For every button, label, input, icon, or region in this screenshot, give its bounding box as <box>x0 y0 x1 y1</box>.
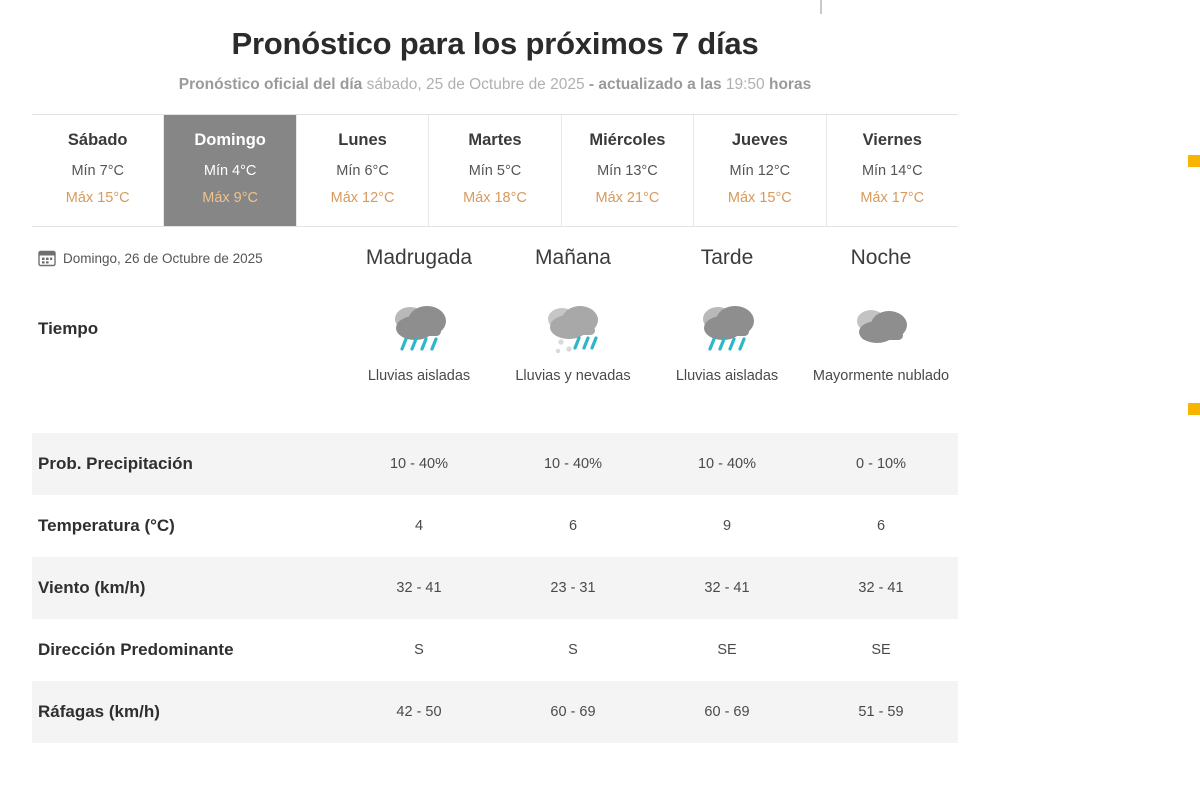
rain-cloud-icon <box>650 297 804 359</box>
day-min: Mín 4°C <box>203 163 257 179</box>
row-label: Temperatura (°C) <box>38 516 175 535</box>
row-value-noche: 51 - 59 <box>858 704 904 720</box>
day-tab-domingo[interactable] <box>163 115 295 226</box>
row-value-noche: 32 - 41 <box>858 580 904 596</box>
day-tab-viernes[interactable] <box>826 115 958 226</box>
selected-date <box>32 249 342 267</box>
day-tab-miercoles[interactable] <box>561 115 693 226</box>
right-edge-marker-1 <box>1188 155 1200 167</box>
day-min: Mín 5°C <box>468 163 522 179</box>
row-value-madrugada: S <box>414 642 424 658</box>
table-row-temperatura <box>32 495 958 557</box>
row-label: Dirección Predominante <box>38 640 234 659</box>
period-header-manana: Mañana <box>535 246 611 269</box>
row-value-madrugada: 32 - 41 <box>396 580 442 596</box>
subtitle-date: sábado, 25 de Octubre de 2025 <box>366 76 585 93</box>
row-value-noche: 6 <box>876 518 886 534</box>
day-min: Mín 7°C <box>71 163 124 179</box>
day-name: Viernes <box>862 131 922 149</box>
day-max: Máx 17°C <box>860 190 925 206</box>
row-value-madrugada: 4 <box>414 518 424 534</box>
day-name: Miércoles <box>589 131 666 149</box>
period-header-noche: Noche <box>850 246 912 269</box>
day-max: Máx 15°C <box>65 190 130 206</box>
period-header-tarde: Tarde <box>700 246 754 269</box>
row-value-manana: 10 - 40% <box>543 456 603 472</box>
day-min: Mín 14°C <box>861 163 923 179</box>
table-row-precipitacion <box>32 433 958 495</box>
day-name: Martes <box>468 131 522 149</box>
row-label: Ráfagas (km/h) <box>38 702 160 721</box>
subtitle-suffix: horas <box>764 76 812 93</box>
subtitle-updated: actualizado a las <box>598 76 726 93</box>
weather-cell-madrugada <box>342 285 496 387</box>
day-min: Mín 6°C <box>336 163 389 179</box>
weather-cell-noche <box>804 285 958 387</box>
day-tab-lunes[interactable] <box>296 115 428 226</box>
row-value-manana: 23 - 31 <box>550 580 596 596</box>
day-name: Domingo <box>194 131 266 149</box>
day-min: Mín 12°C <box>729 163 791 179</box>
forecast-subtitle <box>0 76 990 94</box>
row-value-madrugada: 42 - 50 <box>396 704 442 720</box>
day-name: Sábado <box>67 131 128 149</box>
weather-text: Lluvias aisladas <box>367 368 471 384</box>
day-max: Máx 21°C <box>595 190 660 206</box>
row-value-tarde: SE <box>717 642 737 658</box>
row-value-madrugada: 10 - 40% <box>389 456 449 472</box>
subtitle-prefix: Pronóstico oficial del día <box>178 76 367 93</box>
row-value-manana: 6 <box>568 518 578 534</box>
table-row-rafagas <box>32 681 958 743</box>
weather-cell-manana <box>496 285 650 387</box>
row-value-tarde: 9 <box>722 518 732 534</box>
row-value-tarde: 10 - 40% <box>697 456 757 472</box>
row-label: Viento (km/h) <box>38 578 146 597</box>
day-tab-jueves[interactable] <box>693 115 825 226</box>
day-min: Mín 13°C <box>597 163 658 179</box>
row-value-manana: 60 - 69 <box>550 704 596 720</box>
weather-text: Mayormente nublado <box>812 368 950 384</box>
row-label: Prob. Precipitación <box>38 454 193 473</box>
day-tab-sabado[interactable] <box>32 115 163 226</box>
row-value-tarde: 32 - 41 <box>704 580 750 596</box>
subtitle-time: 19:50 <box>725 76 765 93</box>
day-max: Máx 18°C <box>463 190 527 206</box>
row-value-manana: S <box>568 642 578 658</box>
day-max: Máx 12°C <box>330 190 395 206</box>
rain-snow-cloud-icon <box>496 297 650 359</box>
right-edge-marker-2 <box>1188 403 1200 415</box>
weather-text: Lluvias y nevadas <box>515 368 631 384</box>
calendar-icon <box>38 249 56 267</box>
table-row-direccion <box>32 619 958 681</box>
weather-row <box>32 285 958 433</box>
weather-text: Lluvias aisladas <box>675 368 779 384</box>
day-max: Máx 9°C <box>202 190 259 206</box>
day-name: Lunes <box>338 131 387 149</box>
day-name: Jueves <box>731 131 788 149</box>
cloudy-icon <box>804 297 958 359</box>
day-selector <box>32 114 958 227</box>
period-header-madrugada: Madrugada <box>365 246 473 269</box>
row-value-noche: SE <box>871 642 891 658</box>
weather-cell-tarde <box>650 285 804 387</box>
rain-cloud-icon <box>342 297 496 359</box>
detail-header-row <box>32 227 958 285</box>
day-max: Máx 15°C <box>727 190 792 206</box>
row-value-tarde: 60 - 69 <box>704 704 750 720</box>
row-value-noche: 0 - 10% <box>856 456 906 472</box>
detail-table <box>32 227 958 743</box>
selected-date-label: Domingo, 26 de Octubre de 2025 <box>63 250 263 266</box>
page-title: Pronóstico para los próximos 7 días <box>231 26 759 61</box>
table-row-viento <box>32 557 958 619</box>
subtitle-sep: - <box>584 76 599 93</box>
weather-row-label: Tiempo <box>38 319 99 338</box>
day-tab-martes[interactable] <box>428 115 560 226</box>
